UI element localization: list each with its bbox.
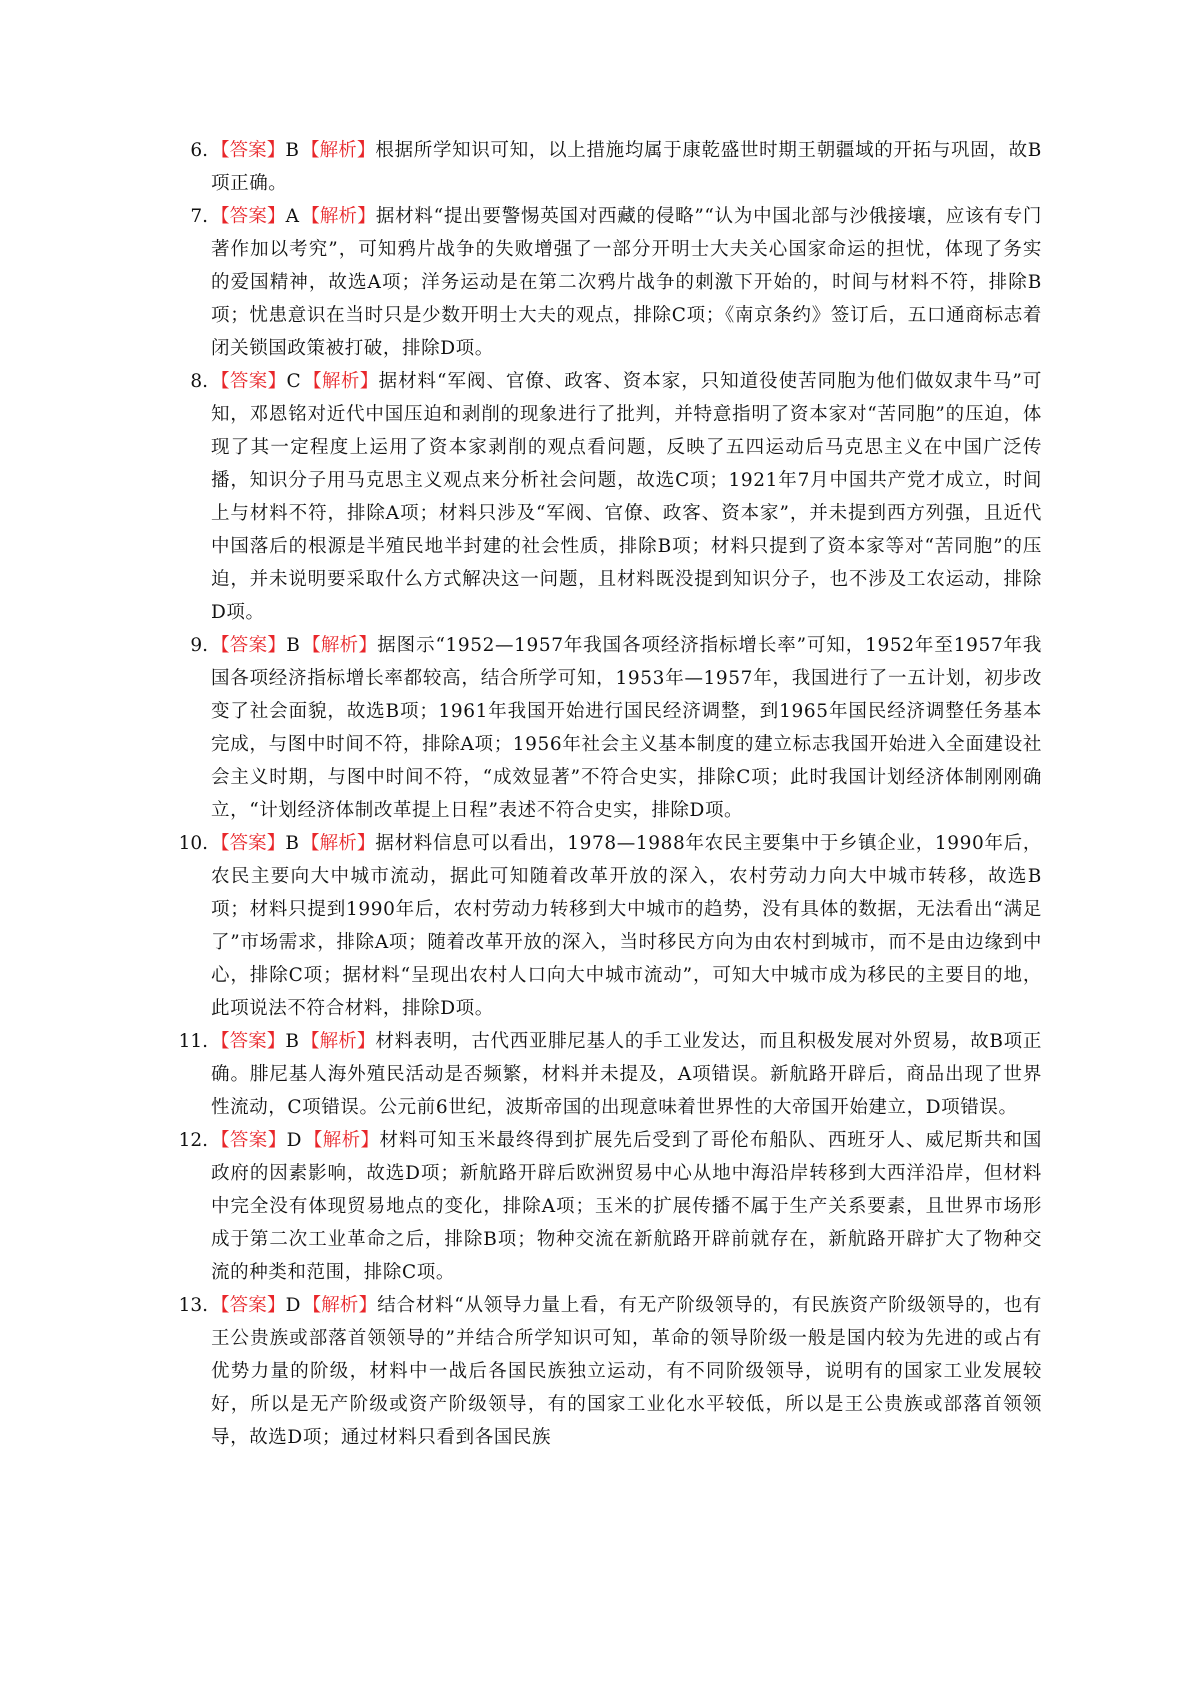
answer-tag: 【答案】 [211, 1031, 286, 1052]
answer-tag: 【答案】 [211, 1295, 286, 1316]
analysis-tag: 【解析】 [302, 1295, 378, 1316]
analysis-text: 据图示“1952—1957年我国各项经济指标增长率”可知，1952年至1957年我国各项经济指标增长率都较高，结合所学可知，1953年—1957年，我国进行了一五计划，初步改变了社会面貌，故选B项；1961年我国开始进行国民经济调整，到1965年国民经济调整任务基本完成，与图中时间不符，排除A项；1956年社会主义基本制度的建立标志我国开始进入全面建设社会主义时期，与图中时间不符，“成效显著”不符合史实，排除C项；此时我国计划经济体制刚刚确立，“计划经济体制改革提上日程”表述不符合史实，排除D项。 [211, 635, 1042, 821]
answer-item-13 [172, 1289, 1042, 1454]
item-number: 8. [190, 371, 208, 392]
answer-tag: 【答案】 [211, 371, 287, 392]
answer-tag: 【答案】 [211, 1130, 287, 1151]
answer-letter: A [285, 206, 300, 227]
analysis-text: 据材料信息可以看出，1978—1988年农民主要集中于乡镇企业，1990年后，农民主要向大中城市流动，据此可知随着改革开放的深入，农村劳动力向大中城市转移，故选B项；材料只提到1990年后，农村劳动力转移到大中城市的趋势，没有具体的数据，无法看出“满足了”市场需求，排除A项；随着改革开放的深入，当时移民方向为由农村到城市，而不是由边缘到中心，排除C项；据材料“呈现出农村人口向大中城市流动”，可知大中城市成为移民的主要目的地，此项说法不符合材料，排除D项。 [211, 833, 1042, 1019]
answer-tag: 【答案】 [211, 140, 286, 161]
answer-letter: B [285, 833, 299, 854]
answer-item-7 [172, 200, 1042, 365]
answer-item-6 [172, 134, 1042, 200]
analysis-text: 结合材料“从领导力量上看，有无产阶级领导的，有民族资产阶级领导的，也有王公贵族或部落首领领导的”并结合所学知识可知，革命的领导阶级一般是国内较为先进的或占有优势力量的阶级，材料中一战后各国民族独立运动，有不同阶级领导，说明有的国家工业发展较好，所以是无产阶级或资产阶级领导，有的国家工业化水平较低，所以是王公贵族或部落首领领导，故选D项；通过材料只看到各国民族 [211, 1295, 1042, 1448]
analysis-text: 根据所学知识可知，以上措施均属于康乾盛世时期王朝疆域的开拓与巩固，故B项正确。 [211, 140, 1042, 194]
answer-letter: C [286, 371, 301, 392]
analysis-text: 材料表明，古代西亚腓尼基人的手工业发达，而且积极发展对外贸易，故B项正确。腓尼基人海外殖民活动是否频繁，材料并未提及，A项错误。新航路开辟后，商品出现了世界性流动，C项错误。公元前6世纪，波斯帝国的出现意味着世界性的大帝国开始建立，D项错误。 [211, 1031, 1042, 1118]
analysis-tag: 【解析】 [301, 206, 376, 227]
analysis-text: 据材料“提出要警惕英国对西藏的侵略”“认为中国北部与沙俄接壤，应该有专门著作加以考究”，可知鸦片战争的失败增强了一部分开明士大夫关心国家命运的担忧，体现了务实的爱国精神，故选A项；洋务运动是在第二次鸦片战争的刺激下开始的，时间与材料不符，排除B项；忧患意识在当时只是少数开明士大夫的观点，排除C项；《南京条约》签订后，五口通商标志着闭关锁国政策被打破，排除D项。 [211, 206, 1042, 359]
answer-tag: 【答案】 [211, 635, 287, 656]
answer-letter: D [285, 1295, 301, 1316]
analysis-tag: 【解析】 [300, 833, 376, 854]
answer-item-11 [172, 1025, 1042, 1124]
item-number: 12. [178, 1130, 208, 1151]
analysis-text: 据材料“军阀、官僚、政客、资本家，只知道役使苦同胞为他们做奴隶牛马”可知，邓恩铭对近代中国压迫和剥削的现象进行了批判，并特意指明了资本家对“苦同胞”的压迫，体现了其一定程度上运用了资本家剥削的观点看问题，反映了五四运动后马克思主义在中国广泛传播，知识分子用马克思主义观点来分析社会问题，故选C项；1921年7月中国共产党才成立，时间上与材料不符，排除A项；材料只涉及“军阀、官僚、政客、资本家”，并未提到西方列强，且近代中国落后的根源是半殖民地半封建的社会性质，排除B项；材料只提到了资本家等对“苦同胞”的压迫，并未说明要采取什么方式解决这一问题，且材料既没提到知识分子，也不涉及工农运动，排除D项。 [211, 371, 1042, 623]
answer-item-9 [172, 629, 1042, 827]
answer-letter: B [285, 1031, 299, 1052]
answer-item-8 [172, 365, 1042, 629]
analysis-tag: 【解析】 [301, 635, 378, 656]
item-number: 13. [178, 1295, 208, 1316]
answer-item-10 [172, 827, 1042, 1025]
answer-tag: 【答案】 [211, 833, 286, 854]
answer-list [172, 134, 1042, 1454]
analysis-tag: 【解析】 [302, 371, 379, 392]
analysis-tag: 【解析】 [300, 1031, 376, 1052]
item-number: 7. [190, 206, 208, 227]
answer-tag: 【答案】 [211, 206, 286, 227]
answer-letter: B [286, 635, 300, 656]
item-number: 6. [190, 140, 208, 161]
analysis-tag: 【解析】 [303, 1130, 380, 1151]
answer-letter: B [285, 140, 299, 161]
answer-letter: D [286, 1130, 302, 1151]
item-number: 11. [178, 1031, 208, 1052]
item-number: 10. [178, 833, 208, 854]
analysis-text: 材料可知玉米最终得到扩展先后受到了哥伦布船队、西班牙人、威尼斯共和国政府的因素影响，故选D项；新航路开辟后欧洲贸易中心从地中海沿岸转移到大西洋沿岸，但材料中完全没有体现贸易地点的变化，排除A项；玉米的扩展传播不属于生产关系要素，且世界市场形成于第二次工业革命之后，排除B项；物种交流在新航路开辟前就存在，新航路开辟扩大了物种交流的种类和范围，排除C项。 [211, 1130, 1042, 1283]
analysis-tag: 【解析】 [300, 140, 376, 161]
answer-item-12 [172, 1124, 1042, 1289]
item-number: 9. [190, 635, 208, 656]
